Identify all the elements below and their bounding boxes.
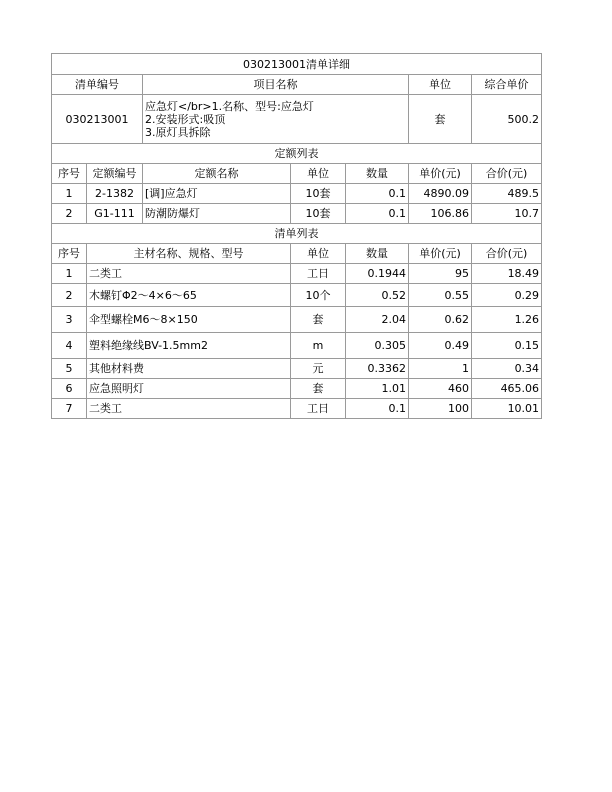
material-qty: 0.305	[346, 333, 409, 359]
material-name: 伞型螺栓M6～8×150	[87, 307, 291, 333]
item-description-line: 3.原灯具拆除	[145, 125, 211, 139]
quota-header-code: 定额编号	[87, 164, 143, 184]
table-row	[52, 184, 542, 204]
material-index: 3	[52, 307, 87, 333]
table-row	[52, 307, 542, 333]
quota-header-total: 合价(元)	[472, 164, 542, 184]
material-unit: 元	[291, 359, 346, 379]
material-total: 0.34	[472, 359, 542, 379]
header-unit: 单位	[409, 75, 472, 95]
material-name: 其他材料费	[87, 359, 291, 379]
material-unit-price: 0.49	[409, 333, 472, 359]
material-unit: 工日	[291, 264, 346, 284]
quota-qty: 0.1	[346, 184, 409, 204]
quota-name: 防潮防爆灯	[143, 204, 291, 224]
quota-index: 2	[52, 204, 87, 224]
quota-code: 2-1382	[87, 184, 143, 204]
material-unit-price: 1	[409, 359, 472, 379]
material-name: 木螺钉Φ2～4×6～65	[87, 284, 291, 307]
quota-header-index: 序号	[52, 164, 87, 184]
table-row	[52, 264, 542, 284]
table-row	[52, 359, 542, 379]
materials-header-qty: 数量	[346, 244, 409, 264]
quota-header-unit-price: 单价(元)	[409, 164, 472, 184]
header-item-name: 项目名称	[143, 75, 409, 95]
table-row	[52, 379, 542, 399]
item-description	[143, 95, 409, 144]
item-description-line: 应急灯</br>1.名称、型号:应急灯	[145, 99, 314, 113]
materials-header-name: 主材名称、规格、型号	[87, 244, 291, 264]
material-name: 二类工	[87, 264, 291, 284]
quota-unit: 10套	[291, 184, 346, 204]
material-index: 2	[52, 284, 87, 307]
material-unit-price: 95	[409, 264, 472, 284]
materials-header-total: 合价(元)	[472, 244, 542, 264]
material-index: 5	[52, 359, 87, 379]
quota-qty: 0.1	[346, 204, 409, 224]
quota-unit-price: 106.86	[409, 204, 472, 224]
material-index: 7	[52, 399, 87, 419]
material-unit-price: 460	[409, 379, 472, 399]
material-total: 1.26	[472, 307, 542, 333]
material-unit-price: 100	[409, 399, 472, 419]
header-bill-code: 清单编号	[52, 75, 143, 95]
material-index: 1	[52, 264, 87, 284]
material-total: 18.49	[472, 264, 542, 284]
table-row	[52, 204, 542, 224]
material-total: 10.01	[472, 399, 542, 419]
material-total: 0.15	[472, 333, 542, 359]
materials-section-title: 清单列表	[52, 224, 542, 244]
material-qty: 0.1	[346, 399, 409, 419]
material-unit: 套	[291, 379, 346, 399]
quota-code: G1-111	[87, 204, 143, 224]
item-unit: 套	[409, 95, 472, 144]
quota-index: 1	[52, 184, 87, 204]
materials-table	[51, 224, 542, 419]
item-description-line: 2.安装形式:吸顶	[145, 112, 226, 126]
material-qty: 1.01	[346, 379, 409, 399]
material-unit-price: 0.55	[409, 284, 472, 307]
table-row	[52, 284, 542, 307]
quota-header-unit: 单位	[291, 164, 346, 184]
header-unit-price: 综合单价	[472, 75, 542, 95]
quota-section-title: 定额列表	[52, 144, 542, 164]
quota-table	[51, 144, 542, 224]
material-unit-price: 0.62	[409, 307, 472, 333]
bill-summary-table	[51, 53, 542, 144]
sheet-title: 030213001清单详细	[52, 54, 542, 75]
material-unit: m	[291, 333, 346, 359]
material-qty: 0.1944	[346, 264, 409, 284]
material-name: 应急照明灯	[87, 379, 291, 399]
quota-name: [调]应急灯	[143, 184, 291, 204]
material-index: 6	[52, 379, 87, 399]
material-name: 塑料绝缘线BV-1.5mm2	[87, 333, 291, 359]
item-code: 030213001	[52, 95, 143, 144]
materials-header-unit-price: 单价(元)	[409, 244, 472, 264]
material-qty: 0.3362	[346, 359, 409, 379]
item-price: 500.2	[472, 95, 542, 144]
materials-header-index: 序号	[52, 244, 87, 264]
material-unit: 工日	[291, 399, 346, 419]
quota-header-qty: 数量	[346, 164, 409, 184]
material-total: 465.06	[472, 379, 542, 399]
material-name: 二类工	[87, 399, 291, 419]
bill-detail-sheet	[51, 53, 541, 419]
quota-total: 10.7	[472, 204, 542, 224]
material-unit: 套	[291, 307, 346, 333]
material-qty: 2.04	[346, 307, 409, 333]
table-row	[52, 333, 542, 359]
materials-header-unit: 单位	[291, 244, 346, 264]
material-total: 0.29	[472, 284, 542, 307]
material-index: 4	[52, 333, 87, 359]
quota-unit: 10套	[291, 204, 346, 224]
material-qty: 0.52	[346, 284, 409, 307]
material-unit: 10个	[291, 284, 346, 307]
quota-header-name: 定额名称	[143, 164, 291, 184]
table-row	[52, 399, 542, 419]
quota-total: 489.5	[472, 184, 542, 204]
quota-unit-price: 4890.09	[409, 184, 472, 204]
